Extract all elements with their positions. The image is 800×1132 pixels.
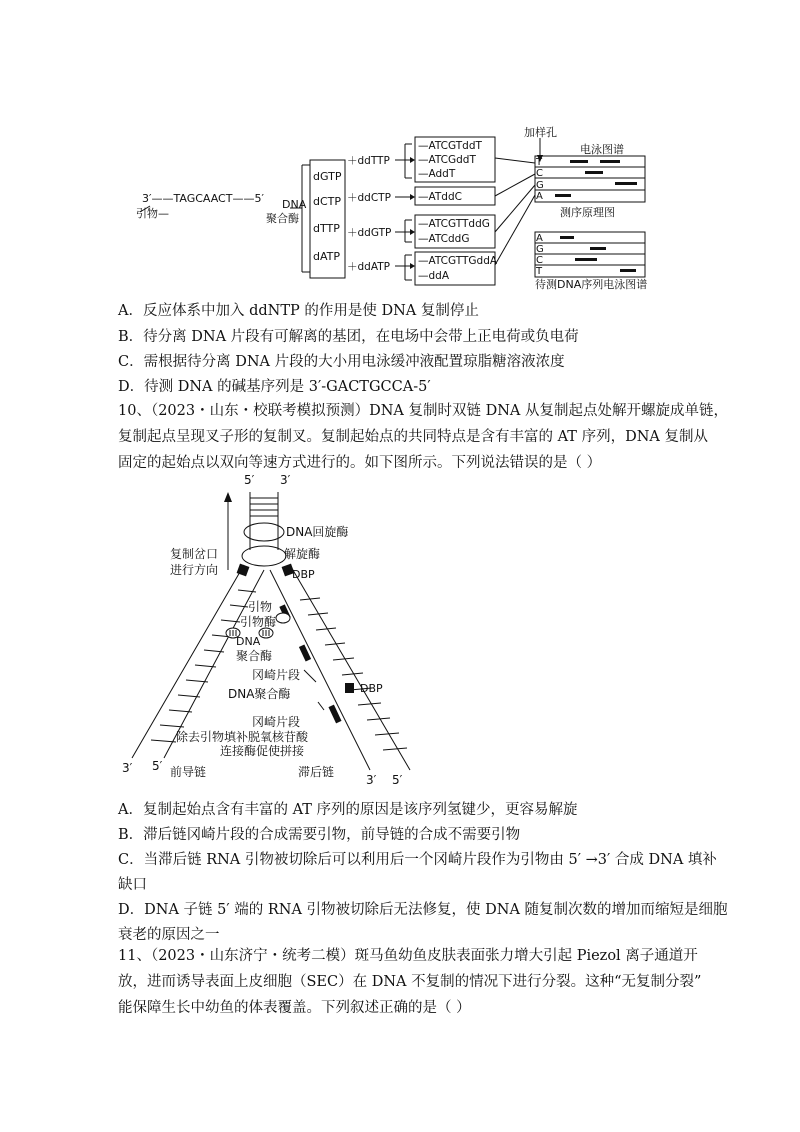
product-ddg-2: —ATCddG [418,233,470,245]
dntp-ttp: dTTP [313,222,340,235]
product-ddt-1: —ATCGTddT [418,140,482,152]
ddntp-ttp: ＋ddTTP [347,155,390,167]
product-ddg-1: —ATCGTTddG [418,218,490,230]
product-dda-1: —ATCGTTGddA [418,255,498,267]
gel-caption-top: 测序原理图 [560,206,615,219]
leading-strand-label: 前导链 [170,765,207,779]
gel-lane-t: T [536,157,543,168]
q10-stem-line-1: 10、（2023・山东・校联考模拟预测）DNA 复制时双链 DNA 从复制起点处解开螺旋成单链， [118,403,728,419]
dntp-atp: dATP [313,250,341,263]
q9-option-a: A．反应体系中加入 ddNTP 的作用是使 DNA 复制停止 [118,303,479,319]
q11-stem [118,943,702,1021]
q11-stem-line-3: 能保障生长中幼鱼的体表覆盖。下列叙述正确的是（ ） [118,1000,471,1016]
polymerase-label-2: DNA聚合酶 [228,687,291,701]
replication-fork-figure [120,470,440,790]
product-dda-2: —ddA [418,270,450,282]
gel2-lane-g: G [536,244,544,255]
dntp-ctp: dCTP [313,195,342,208]
fork-direction-label-2: 进行方向 [170,563,219,577]
gel2-lane-a: A [536,233,543,244]
remove-primer-label: 除去引物填补脱氧核苷酸 [176,730,309,744]
product-ddt-3: —AddT [418,168,456,180]
polymerase-label-1b: 聚合酶 [236,649,273,663]
q10-option-d-cont: 衰老的原因之一 [118,927,220,943]
sequencing-figure [130,120,670,290]
q10-option-d: D．DNA 子链 5′ 端的 RNA 引物被切除后无法修复，使 DNA 随复制次数的增加而缩短是细胞 [118,902,728,918]
gel-lane-a: A [536,191,543,202]
q9-option-c: C．需根据待分离 DNA 片段的大小用电泳缓冲液配置琼脂糖溶液浓度 [118,354,565,370]
dbp-label-1: DBP [292,568,315,581]
gel2-lane-t: T [536,266,543,277]
bottom-right-5-prime: 5′ [392,773,403,787]
top-5-prime: 5′ [244,473,255,487]
ddntp-ctp: ＋ddCTP [347,192,391,204]
q10-stem [118,398,728,476]
lagging-strand-label: 滞后链 [298,765,335,779]
q9-option-b: B．待分离 DNA 片段有可解离的基团，在电场中会带上正电荷或负电荷 [118,329,579,345]
dna-polymerase-label-1: DNA [282,198,307,211]
primer-label-fig2: 引物 [248,600,273,614]
sample-well-label: 加样孔 [524,126,557,139]
bottom-right-3-prime: 3′ [366,773,377,787]
gyrase-label: DNA回旋酶 [286,525,349,539]
q10-option-c: C．当滞后链 RNA 引物被切除后可以利用后一个冈崎片段作为引物由 5′ →3′ 合成 DNA 填补 [118,852,717,868]
helicase-label: 解旋酶 [284,547,321,561]
q10-option-b: B．滞后链冈崎片段的合成需要引物，前导链的合成不需要引物 [118,827,521,843]
dbp-label-2: DBP [360,682,383,695]
ddntp-gtp: ＋ddGTP [347,227,392,239]
polymerase-label-1a: DNA [236,635,261,648]
top-3-prime: 3′ [280,473,291,487]
q11-stem-line-1: 11、（2023・山东济宁・统考二模）斑马鱼幼鱼皮肤表面张力增大引起 Piezol 离子通道开 [118,948,698,964]
product-ddt-2: —ATCGddT [418,154,476,166]
q10-option-c-cont: 缺口 [118,877,147,893]
q10-stem-line-3: 固定的起始点以双向等速方式进行的。如下图所示。下列说法错误的是（ ） [118,455,602,471]
q11-stem-line-2: 放，进而诱导表面上皮细胞（SEC）在 DNA 不复制的情况下进行分裂。这种“无复制分裂” [118,974,702,990]
q10-option-a: A．复制起始点含有丰富的 AT 序列的原因是该序列氢键少，更容易解旋 [118,802,578,818]
primer-sequence: 3′——TAGCAACT——5′ [142,192,264,205]
gel-caption-bottom: 待测DNA序列电泳图谱 [535,278,648,290]
gel-lane-g: G [536,180,544,191]
okazaki-label-1: 冈崎片段 [252,668,301,682]
gel-title: 电泳图谱 [580,143,624,156]
q10-stem-line-2: 复制起点呈现叉子形的复制叉。复制起始点的共同特点是含有丰富的 AT 序列，DNA 复制从 [118,429,708,445]
primer-label: 引物— [136,207,169,220]
okazaki-label-2: 冈崎片段 [252,715,301,729]
dntp-gtp: dGTP [313,170,342,183]
product-ddc-1: —ATddC [418,191,462,203]
bottom-left-3-prime: 3′ [122,761,133,775]
q9-option-d: D．待测 DNA 的碱基序列是 3′-GACTGCCA-5′ [118,379,431,395]
fork-direction-label-1: 复制岔口 [170,547,219,561]
ddntp-atp: ＋ddATP [347,261,390,273]
ligase-label: 连接酶促使拼接 [220,744,305,758]
bottom-left-5-prime: 5′ [152,759,163,773]
primase-label: 引物酶 [240,615,277,629]
gel2-lane-c: C [536,255,543,266]
gel-lane-c: C [536,168,543,179]
dna-polymerase-label-2: 聚合酶 [266,212,299,225]
